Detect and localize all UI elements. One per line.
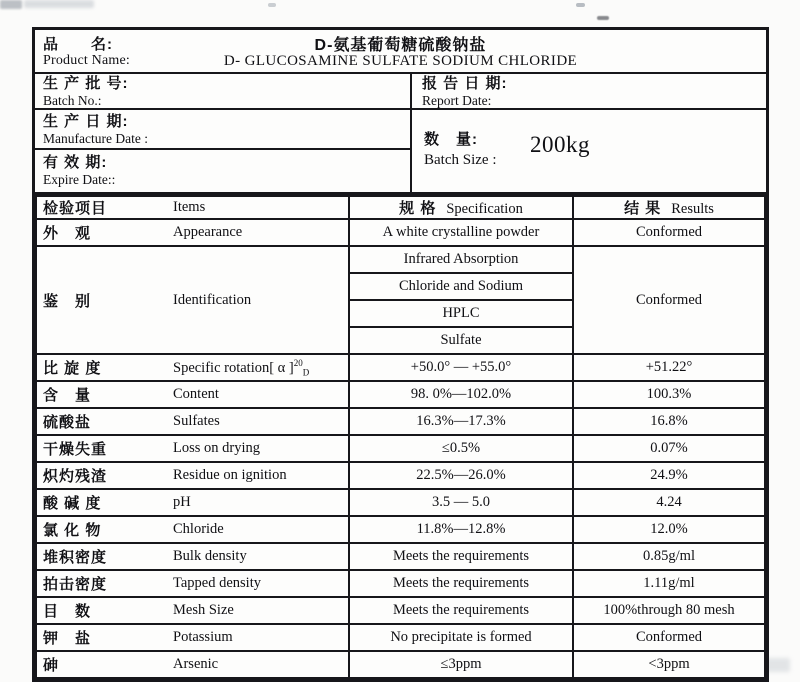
spec-cell: No precipitate is formed [349,624,573,651]
manufacture-date-label-cn: 生 产 日 期: [43,113,129,130]
item-name-cn: 炽灼残渣 [43,468,108,485]
expire-date-label-cn: 有 效 期: [43,154,108,171]
spec-cell: Meets the requirements [349,543,573,570]
spec-cell: ≤0.5% [349,435,573,462]
result-cell: +51.22° [573,354,765,381]
scan-artifact [0,0,22,9]
scan-artifact [24,0,94,8]
result-cell: Conformed [573,219,765,246]
spec-cell: +50.0° — +55.0° [349,354,573,381]
item-name-en: Mesh Size [173,602,234,618]
header-items-cn: 检验项目 [43,200,108,217]
spec-cell: 16.3%—17.3% [349,408,573,435]
table-row [36,489,765,516]
item-name-cn: 堆积密度 [43,549,108,566]
expire-date-label-en: Expire Date:: [43,172,116,187]
report-date-label-en: Report Date: [422,93,492,108]
header-spec-cell: 规 格 Specification [349,196,573,219]
batch-report-row [35,74,766,110]
table-row [36,408,765,435]
result-cell: 4.24 [573,489,765,516]
spec-cell: Infrared Absorption [349,246,573,273]
table-row [36,354,765,381]
table-row [36,597,765,624]
manufacture-date-cell [35,110,410,150]
product-label-cn: 品 名: [43,36,113,53]
item-name-en: Tapped density [173,575,261,591]
batch-size-cell [412,110,766,192]
item-name-cn: 酸 碱 度 [43,495,102,512]
dates-cell [35,110,412,192]
table-row [36,246,765,273]
item-name-en: Specific rotation[ α ]$^{20}_D$ [173,357,310,378]
item-name-en: Arsenic [173,656,219,672]
spec-cell: Meets the requirements [349,570,573,597]
report-date-label-cn: 报 告 日 期: [422,75,508,92]
header-items-en: Items [173,199,206,215]
item-name-en: Chloride [173,521,224,537]
result-cell: Conformed [573,624,765,651]
item-name-en: Sulfates [173,413,220,429]
batch-no-label-cn: 生 产 批 号: [43,75,129,92]
spec-cell: A white crystalline powder [349,219,573,246]
spec-cell: 11.8%—12.8% [349,516,573,543]
certificate-table [32,27,769,682]
item-name-en: Appearance [173,224,243,240]
item-name-en: Bulk density [173,548,247,564]
spec-cell: Meets the requirements [349,597,573,624]
table-row [36,219,765,246]
manufacture-date-label-en: Manufacture Date : [43,131,148,146]
product-label-en: Product Name: [43,53,130,68]
table-row [36,435,765,462]
scan-artifact [597,16,609,20]
item-name-en: Loss on drying [173,440,260,456]
spec-cell: Chloride and Sodium [349,273,573,300]
result-cell: 0.07% [573,435,765,462]
header-items-cell [36,196,349,219]
result-cell: 16.8% [573,408,765,435]
item-name-cn: 氯 化 物 [43,522,102,539]
item-name-en: Content [173,386,219,402]
spec-cell: ≤3ppm [349,651,573,678]
result-cell: 12.0% [573,516,765,543]
spec-cell: Sulfate [349,327,573,354]
table-row [36,462,765,489]
table-row [36,624,765,651]
spec-cell: 22.5%—26.0% [349,462,573,489]
item-name-cn: 含 量 [43,387,92,404]
item-name-en: Potassium [173,629,233,645]
table-row [36,570,765,597]
item-name-cn: 鉴 别 [43,292,92,310]
table-header-row [36,196,765,219]
item-name-cn: 比 旋 度 [43,360,102,377]
results-table [35,195,766,679]
product-name-en: D- GLUCOSAMINE SULFATE SODIUM CHLORIDE [223,53,578,69]
scan-artifact [576,3,585,7]
product-name-cn: D-氨基葡萄糖硫酸钠盐 [314,37,487,54]
table-row [36,651,765,678]
dates-batchsize-row [35,110,766,195]
report-date-cell [412,74,766,108]
batch-no-label-en: Batch No.: [43,93,102,108]
item-name-cn: 钾 盐 [43,630,92,647]
product-name-row [35,30,766,74]
table-row [36,516,765,543]
item-name-cn: 砷 [43,657,60,674]
item-name-en: Residue on ignition [173,467,287,483]
result-cell: <3ppm [573,651,765,678]
result-cell: 100%through 80 mesh [573,597,765,624]
spec-cell: HPLC [349,300,573,327]
item-name-cn: 干燥失重 [43,441,108,458]
result-cell: 100.3% [573,381,765,408]
item-name-cn: 目 数 [43,603,92,620]
item-name-en: Identification [173,291,252,308]
item-name-cn: 外 观 [43,225,92,242]
batch-size-value: 200kg [530,132,590,157]
item-name-cn: 拍击密度 [43,576,108,593]
table-row [36,381,765,408]
table-row [36,543,765,570]
batch-size-label-cn: 数 量: [424,131,478,148]
item-name-en: pH [173,494,191,510]
batch-no-cell [35,74,412,108]
result-cell: 1.11g/ml [573,570,765,597]
result-cell: 24.9% [573,462,765,489]
result-cell: 0.85g/ml [573,543,765,570]
expire-date-cell [35,150,410,192]
scan-artifact [268,3,276,7]
header-results-cell: 结 果 Results [573,196,765,219]
spec-cell: 98. 0%—102.0% [349,381,573,408]
batch-size-label-en: Batch Size : [424,152,497,168]
result-cell: Conformed [573,246,765,354]
item-name-cn: 硫酸盐 [43,414,92,431]
spec-cell: 3.5 — 5.0 [349,489,573,516]
